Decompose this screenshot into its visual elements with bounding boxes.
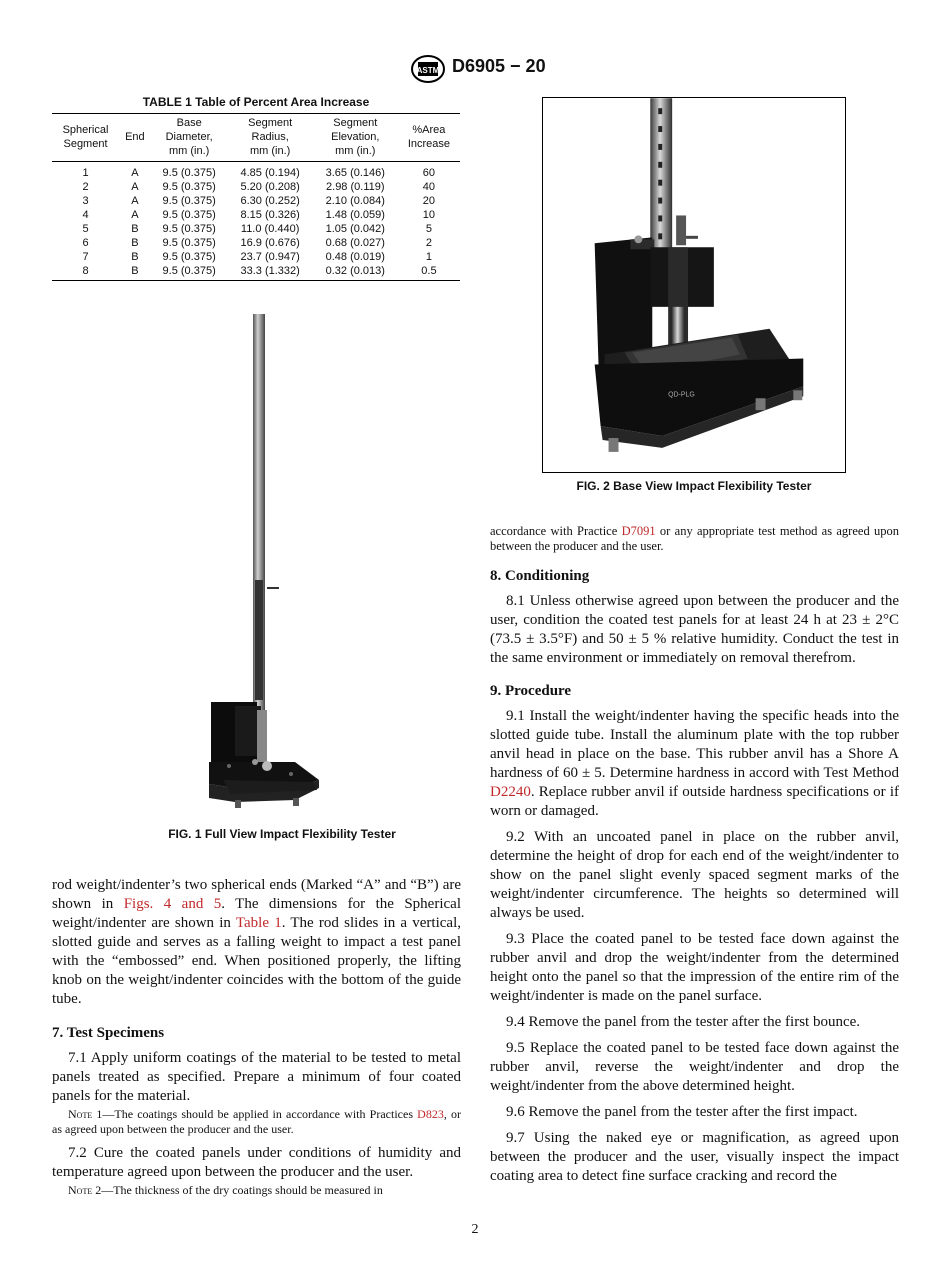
- table-cell: 9.5 (0.375): [162, 251, 216, 263]
- table-cell: A: [131, 181, 139, 193]
- table-cell: 6.30 (0.252): [240, 195, 300, 207]
- table-cell: 16.9 (0.676): [240, 237, 300, 249]
- table-cell: 8.15 (0.326): [240, 209, 300, 221]
- header-line: Base: [176, 117, 202, 129]
- paragraph-9-3: 9.3 Place the coated panel to be tested face down against the rubber anvil and drop the weight/indenter from the determined height onto the panel so that the impression of the entire rim of the weight/indenter is made on the panel surface.: [490, 931, 899, 1004]
- table-cell: 5: [82, 223, 89, 235]
- note-label: Note: [68, 1183, 93, 1197]
- table-cell: 2.98 (0.119): [326, 181, 385, 193]
- rod-description-paragraph: [52, 876, 461, 1009]
- page-number: 2: [471, 1222, 479, 1237]
- paragraph-7-1: 7.1 Apply uniform coatings of the material to be tested to metal panels treated as specified. Prepare a minimum of four coated panels for the material.: [52, 1050, 461, 1104]
- table-cell: 23.7 (0.947): [240, 251, 300, 263]
- astm-logo: [410, 54, 446, 84]
- table-cell: 11.0 (0.440): [240, 223, 300, 235]
- table-cell: 0.68 (0.027): [325, 237, 385, 249]
- paragraph-9-7: 9.7 Using the naked eye or magnification, as agreed upon between the producer and the user, visually inspect the impact coating area to detect fine surface cracking and record the: [490, 1130, 899, 1184]
- table-cell: 0.32 (0.013): [313, 264, 398, 281]
- table-cell: 60: [422, 167, 436, 179]
- continuation-paragraph: [490, 524, 899, 554]
- svg-text:ASTM: ASTM: [416, 66, 440, 75]
- d2240-link[interactable]: D2240: [490, 784, 531, 800]
- table-cell: 9.5 (0.375): [151, 264, 228, 281]
- table-cell: 4.85 (0.194): [240, 167, 300, 179]
- table-cell: A: [131, 167, 139, 179]
- text-run: 2—The thickness of the dry coatings should be measured in: [92, 1183, 383, 1197]
- table-header-cell: [119, 114, 151, 162]
- table-header-cell: [398, 114, 460, 162]
- table-row: [52, 264, 460, 281]
- header-line: Radius,: [251, 131, 289, 143]
- note-label: Note: [68, 1107, 93, 1121]
- table-cell: B: [131, 223, 139, 235]
- text-run: . The rod slides in a vertical, slotted guide and serves as a falling weight to impact a test panel with the “embossed” end. When positioned properly, the lifting knob on the weight/indenter coincides with the bottom of the guide tube.: [52, 915, 461, 1007]
- section-9-heading: 9. Procedure: [490, 683, 572, 699]
- header-line: Elevation,: [331, 131, 380, 143]
- text-run: 9.1 Install the weight/indenter having the specific heads into the slotted guide tube. Install the aluminum plate with the top rubber anvil head in place on the base. This rubber anvil has a Shore A hardness of 60 ± 5. Determine hardness in accord with Test Method: [490, 708, 899, 781]
- paragraph-9-5: 9.5 Replace the coated panel to be tested face down against the rubber anvil, reverse the weight/indenter and drop the weight/indenter from the above determined height.: [490, 1040, 899, 1094]
- table-cell: 1: [82, 167, 89, 179]
- table-cell: 9.5 (0.375): [162, 223, 216, 235]
- table-row: [52, 180, 460, 194]
- table-cell: 3: [82, 195, 89, 207]
- section-7-heading: 7. Test Specimens: [52, 1025, 165, 1041]
- header-line: Increase: [407, 138, 451, 150]
- base-view-tester-image: [543, 98, 845, 472]
- table-header-cell: [151, 114, 228, 162]
- full-view-tester-image: [195, 310, 335, 820]
- table-cell: 4: [82, 209, 89, 221]
- figure-2-frame: [542, 97, 846, 473]
- figure-2-caption: FIG. 2 Base View Impact Flexibility Tester: [576, 479, 812, 493]
- table-cell: 7: [82, 251, 89, 263]
- table-cell: 5: [425, 223, 432, 235]
- table-title: TABLE 1 Table of Percent Area Increase: [142, 95, 370, 109]
- table-row: [52, 208, 460, 222]
- table-cell: A: [131, 195, 139, 207]
- svg-text:QD-PLG: QD-PLG: [668, 391, 695, 399]
- header-line: Segment: [248, 117, 293, 129]
- table-header-cell: [313, 114, 398, 162]
- table-cell: 1.48 (0.059): [325, 209, 385, 221]
- text-run: . Replace rubber anvil if outside hardness specifications or if worn or damaged.: [490, 784, 899, 819]
- text-run: . The dimensions for the Spherical weight/indenter are shown in: [52, 896, 461, 931]
- table-row: [52, 162, 460, 181]
- header-line: Segment: [333, 117, 378, 129]
- table-body: [52, 162, 460, 281]
- table-row: [52, 250, 460, 264]
- paragraph-7-2: 7.2 Cure the coated panels under conditions of humidity and temperature agreed upon between the producer and the user.: [52, 1145, 461, 1180]
- document-id: D6905 − 20: [452, 56, 546, 76]
- right-column-text: [490, 524, 899, 1186]
- table-cell: 5.20 (0.208): [240, 181, 300, 193]
- table-header-cell: [228, 114, 313, 162]
- percent-area-table: [52, 113, 460, 281]
- d823-link[interactable]: D823: [417, 1107, 444, 1121]
- page-header: [0, 54, 950, 84]
- paragraph-8-1: 8.1 Unless otherwise agreed upon between the producer and the user, condition the coated test panels for at least 24 h at 23 ± 2°C (73.5 ± 3.5°F) and 50 ± 5 % relative humidity. Conduct the test in the same environment or immediately on removal therefrom.: [490, 593, 899, 666]
- paragraph-9-6: 9.6 Remove the panel from the tester after the first impact.: [506, 1104, 858, 1120]
- table-cell: 8: [52, 264, 119, 281]
- header-line: Diameter,: [165, 131, 213, 143]
- table-cell: B: [131, 251, 139, 263]
- left-column-text: [52, 876, 461, 1198]
- table-row: [52, 236, 460, 250]
- table-cell: 1.05 (0.042): [325, 223, 385, 235]
- note-1: [52, 1107, 461, 1137]
- table-cell: 1: [425, 251, 432, 263]
- table-cell: 20: [422, 195, 436, 207]
- table-cell: 9.5 (0.375): [162, 209, 216, 221]
- header-line: mm (in.): [335, 145, 376, 157]
- table-cell: 33.3 (1.332): [228, 264, 313, 281]
- table-cell: 3.65 (0.146): [325, 167, 385, 179]
- text-run: 1—The coatings should be applied in accordance with Practices: [92, 1107, 418, 1121]
- note-2: [52, 1183, 461, 1198]
- text-run: accordance with Practice: [490, 524, 622, 538]
- table-cell: 0.5: [398, 264, 460, 281]
- d7091-link[interactable]: D7091: [621, 524, 656, 538]
- table-row: [52, 222, 460, 236]
- paragraph-9-2: 9.2 With an uncoated panel in place on the rubber anvil, determine the height of drop for each end of the weight/indenter to show on the panel slight evenly spaced segment marks of the weight/indenter circumference. The heights so determined will always be used.: [490, 829, 899, 921]
- header-line: mm (in.): [168, 145, 210, 157]
- header-line: Spherical: [62, 124, 109, 136]
- header-line: End: [125, 131, 145, 143]
- header-line: mm (in.): [249, 145, 291, 157]
- table-row: [52, 194, 460, 208]
- table-cell: B: [131, 237, 139, 249]
- table-cell: 9.5 (0.375): [162, 195, 216, 207]
- table-cell: 2: [425, 237, 432, 249]
- table-cell: 2: [82, 181, 89, 193]
- header-line: %Area: [412, 124, 446, 136]
- table-1-link[interactable]: Table 1: [235, 915, 282, 931]
- figs-4-5-link[interactable]: Figs. 4 and 5: [123, 896, 222, 912]
- table-cell: 40: [422, 181, 436, 193]
- paragraph-9-4: 9.4 Remove the panel from the tester after the first bounce.: [506, 1014, 861, 1030]
- table-cell: 2.10 (0.084): [325, 195, 385, 207]
- text-run: or any appropriate test method as agreed upon between the producer and the user.: [490, 524, 899, 553]
- table-cell: A: [131, 209, 139, 221]
- header-line: Segment: [63, 138, 108, 150]
- figure-1-caption: FIG. 1 Full View Impact Flexibility Tester: [168, 827, 396, 841]
- paragraph-9-1: [490, 707, 899, 821]
- table-cell: 9.5 (0.375): [162, 237, 216, 249]
- text-run: rod weight/indenter’s two spherical ends (Marked “A” and “B”) are shown in: [52, 877, 461, 912]
- section-8-heading: 8. Conditioning: [490, 568, 590, 584]
- table-cell: 0.48 (0.019): [325, 251, 385, 263]
- text-run: , or as agreed upon between the producer and the user.: [52, 1107, 461, 1136]
- table-header-row: [52, 114, 460, 162]
- table-cell: B: [119, 264, 151, 281]
- table-cell: 9.5 (0.375): [162, 181, 216, 193]
- table-cell: 6: [82, 237, 89, 249]
- table-cell: 10: [422, 209, 436, 221]
- table-header-cell: [52, 114, 119, 162]
- table-cell: 9.5 (0.375): [162, 167, 216, 179]
